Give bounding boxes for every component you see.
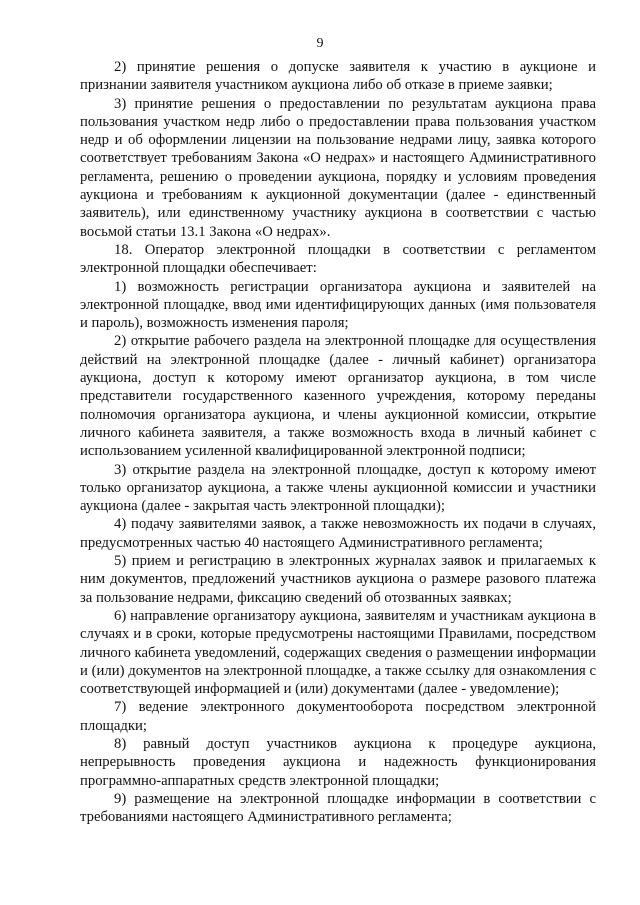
paragraph-18-item-4: 4) подачу заявителями заявок, а также невозможность их подачи в случаях, предусмотренных частью 40 настоящего Административного регламента; [80,516,596,551]
document-body [80,58,596,826]
paragraph-18-item-5: 5) прием и регистрацию в электронных журналах заявок и прилагаемых к ним документов, предложений участников аукциона о размере разового платежа за пользование недрами, фиксацию сведений об отозванных заявках; [80,553,596,606]
paragraph-18-item-2: 2) открытие рабочего раздела на электронной площадке для осуществления действий на электронной площадке (далее - личный кабинет) организатора аукциона, доступ к которому имеют организатор аукциона, в том числе представители государственного казенного учреждения, которому переданы полномочия организатора аукциона, и члены аукционной комиссии, открытие личного кабинета заявителя, а также возможность входа в личный кабинет с использованием усиленной квалифицированной электронной подписи; [80,333,596,460]
paragraph-18-item-1: 1) возможность регистрации организатора аукциона и заявителей на электронной площадке, ввод ими идентифицирующих данных (имя пользователя и пароль), возможность изменения пароля; [80,278,596,332]
paragraph-18-item-6: 6) направление организатору аукциона, заявителям и участникам аукциона в случаях и в сроки, которые предусмотрены настоящими Правилами, посредством личного кабинета уведомлений, содержащих сведения о размещении информации и (или) документов на электронной площадке, а также ссылку для ознакомления с соответствующей информацией и (или) документами (далее - уведомление); [80,607,596,698]
paragraph-item-3: 3) принятие решения о предоставлении по результатам аукциона права пользования участком недр либо о предоставлении права пользования участком недр и об оформлении лицензии на пользование недрами лицу, заявка которого соответствует требованиям Закона «О недрах» и настоящего Административного регламента, решению о проведении аукциона, порядку и условиям проведения аукциона и требованиям к аукционной документации (далее - единственный заявитель), или единственному участнику аукциона в соответствии с частью восьмой статьи 13.1 Закона «О недрах». [80,95,596,240]
page-number: 9 [316,36,324,51]
paragraph-18-item-9: 9) размещение на электронной площадке информации в соответствии с требованиями настоящего Административного регламента; [80,790,596,826]
paragraph-18-item-3: 3) открытие раздела на электронной площадке, доступ к которому имеют только организатор аукциона, а также члены аукционной комиссии и участники аукциона (далее - закрытая часть электронной площадки); [80,461,596,515]
paragraph-item-2: 2) принятие решения о допуске заявителя к участию в аукционе и признании заявителя участником аукциона либо об отказе в приеме заявки; [80,59,596,94]
paragraph-section-18: 18. Оператор электронной площадки в соответствии с регламентом электронной площадки обеспечивает: [80,241,596,277]
paragraph-18-item-7: 7) ведение электронного документооборота посредством электронной площадки; [80,699,596,734]
paragraph-18-item-8: 8) равный доступ участников аукциона к процедуре аукциона, непрерывность проведения аукциона и надежность функционирования программно-аппаратных средств электронной площадки; [80,735,596,789]
